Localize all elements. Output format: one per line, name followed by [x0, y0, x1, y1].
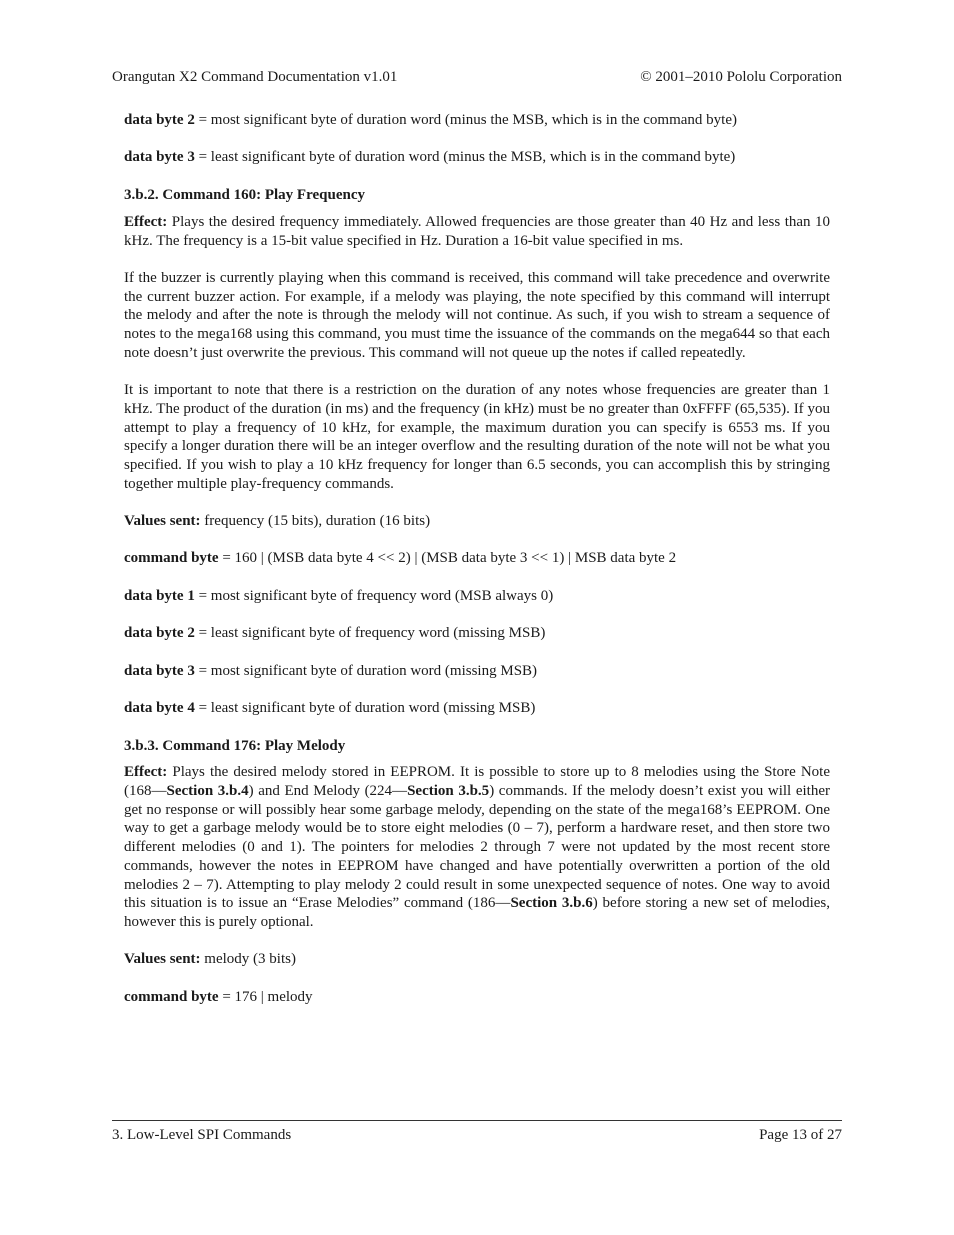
- footer-chapter: 3. Low-Level SPI Commands: [112, 1127, 292, 1143]
- play-frequency-command-byte: command byte = 160 | (MSB data byte 4 << 2) | (MSB data byte 3 << 1) | MSB data byte 2: [124, 550, 677, 567]
- play-frequency-data-byte-4: data byte 4 = least significant byte of duration word (missing MSB): [124, 699, 536, 716]
- intro-data-byte-2: data byte 2 = most significant byte of duration word (minus the MSB, which is in the command byte): [124, 112, 737, 128]
- page-content: [124, 111, 830, 1006]
- section-ref-3b6: Section 3.b.6: [510, 895, 593, 912]
- play-frequency-data-byte-1: data byte 1 = most significant byte of frequency word (MSB always 0): [124, 587, 554, 604]
- play-melody-values-sent: Values sent: melody (3 bits): [124, 951, 296, 968]
- play-frequency-data-byte-3: data byte 3 = most significant byte of duration word (missing MSB): [124, 662, 538, 679]
- section-ref-3b5: Section 3.b.5: [407, 783, 490, 800]
- header-doc-title: Orangutan X2 Command Documentation v1.01: [112, 69, 398, 85]
- page-footer: [112, 1120, 842, 1144]
- play-frequency-values-sent: Values sent: frequency (15 bits), duration (16 bits): [124, 513, 431, 529]
- play-frequency-effect: Effect: Plays the desired frequency immediately. Allowed frequencies are those greater than 40 Hz and less than 10 kHz. The frequency is a 15-bit value specified in Hz. Duration a 16-bit value specified in ms.: [124, 213, 830, 249]
- play-frequency-paragraph-3: It is important to note that there is a restriction on the duration of any notes whose frequencies are greater than 1 kHz. The product of the duration (in ms) and the frequency (in kHz) must be no greater than 0xFFFF (65,535). If you attempt to play a frequency of 10 kHz, for example, the maximum duration you can specify is 6553 ms. If you specify a longer duration there will be an integer overflow and the resulting duration of the note will not be what you specified. If you wish to play a 10 kHz frequency for longer than 6.5 seconds, you can accomplish this by stringing together multiple play-frequency commands.: [124, 382, 830, 492]
- play-frequency-data-byte-2: data byte 2 = least significant byte of frequency word (missing MSB): [124, 625, 546, 642]
- section-heading-play-melody: 3.b.3. Command 176: Play Melody: [124, 737, 346, 754]
- intro-data-byte-3: data byte 3 = least significant byte of duration word (minus the MSB, which is in the command byte): [124, 149, 736, 166]
- section-heading-play-frequency: 3.b.2. Command 160: Play Frequency: [124, 187, 365, 204]
- header-copyright: © 2001–2010 Pololu Corporation: [640, 69, 842, 85]
- section-ref-3b4: Section 3.b.4: [166, 783, 249, 800]
- footer-page-number: Page 13 of 27: [759, 1127, 842, 1143]
- play-frequency-paragraph-2: If the buzzer is currently playing when this command is received, this command will take precedence and overwrite the current buzzer action. For example, if a melody was playing, the note specified by this command will interrupt the melody and after the note is through the melody will not continue. As such, if you wish to stream a sequence of notes to the mega168 using this command, you must time the issuance of the commands on the mega644 so that each note doesn’t just overwrite the previous. This command will not queue up the notes if called repeatedly.: [124, 269, 830, 361]
- page-header: [112, 69, 842, 86]
- play-melody-command-byte: command byte = 176 | melody: [124, 988, 313, 1005]
- play-melody-effect: Effect: Plays the desired melody stored in EEPROM. It is possible to store up to 8 melodies using the Store Note (168—Section 3.b.4) and End Melody (224—Section 3.b.5) commands. If the melody doesn’t exist you will either get no response or will possibly hear some garbage melody, depending on the state of the mega168’s EEPROM. One way to get a garbage melody would be to store eight melodies (0 – 7), perform a hardware reset, and then store two different melodies (0 and 1). The pointers for melodies 2 through 7 were not updated by the most recent store commands, however the notes in EEPROM have changed and have potentially overwritten a portion of the old melodies 2 – 7). Attempting to play melody 2 could result in some unexpected sequence of notes. One way to avoid this situation is to issue an “Erase Melodies” command (186—Section 3.b.6) before storing a new set of melodies, however this is purely optional.: [124, 764, 831, 930]
